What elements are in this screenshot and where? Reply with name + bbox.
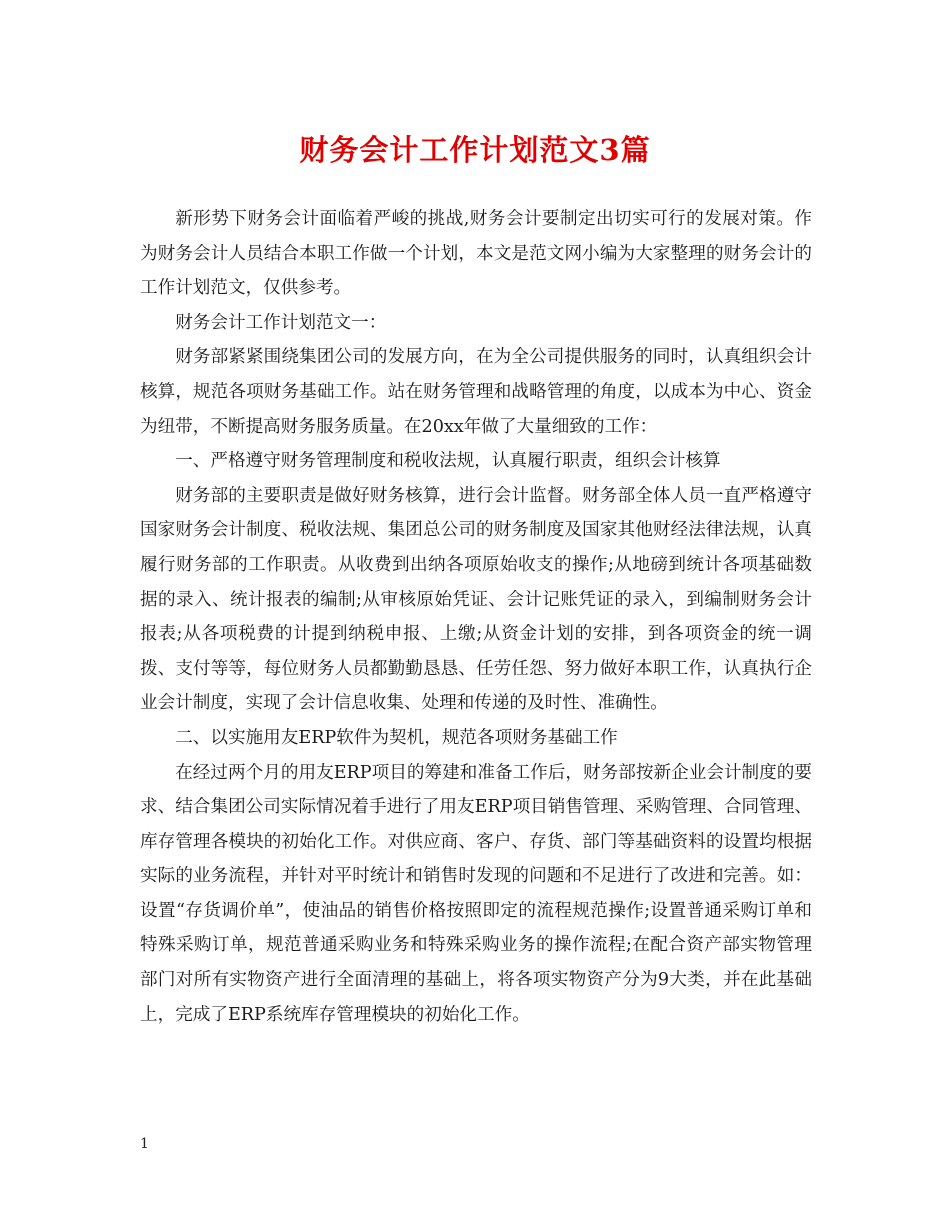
section-heading-2: 二、以实施用友ERP软件为契机，规范各项财务基础工作 (175, 727, 618, 748)
paragraph-intro: 新形势下财务会计面临着严峻的挑战,财务会计要制定出切实可行的发展对策。作为财务会计人员结合本职工作做一个计划，本文是范文网小编为大家整理的财务会计的工作计划范文，仅供参考。 (140, 209, 812, 299)
paragraph-section-1: 财务部的主要职责是做好财务核算，进行会计监督。财务部全体人员一直严格遵守国家财务会计制度、税收法规、集团总公司的财务制度及国家其他财经法律法规，认真履行财务部的工作职责。从收费到出纳各项原始收支的操作;从地磅到统计各项基础数据的录入、统计报表的编制;从审核原始凭证、会计记账凭证的录入，到编制财务会计报表;从各项税费的计提到纳税申报、上缴;从资金计划的安排，到各项资金的统一调拨、支付等等，每位财务人员都勤勤恳恳、任劳任怨、努力做好本职工作，认真执行企业会计制度，实现了会计信息收集、处理和传递的及时性、准确性。 (140, 485, 812, 714)
document-title: 财务会计工作计划范文3篇 (299, 133, 651, 167)
paragraph-section-2: 在经过两个月的用友ERP项目的筹建和准备工作后，财务部按新企业会计制度的要求、结合集团公司实际情况着手进行了用友ERP项目销售管理、采购管理、合同管理、库存管理各模块的初始化工作。对供应商、客户、存货、部门等基础资料的设置均根据实际的业务流程，并针对平时统计和销售时发现的问题和不足进行了改进和完善。如：设置“存货调价单”，使油品的销售价格按照即定的流程规范操作;设置普通采购订单和特殊采购订单，规范普通采购业务和特殊采购业务的操作流程;在配合资产部实物管理部门对所有实物资产进行全面清理的基础上，将各项实物资产分为9大类，并在此基础上，完成了ERP系统库存管理模块的初始化工作。 (140, 762, 812, 1025)
document-body (140, 202, 812, 1032)
page-number: 1 (140, 1136, 149, 1152)
paragraph-sample-heading: 财务会计工作计划范文一： (175, 312, 387, 333)
section-heading-1: 一、严格遵守财务管理制度和税收法规，认真履行职责，组织会计核算 (175, 451, 721, 472)
paragraph-overview: 财务部紧紧围绕集团公司的发展方向，在为全公司提供服务的同时，认真组织会计核算，规范各项财务基础工作。站在财务管理和战略管理的角度，以成本为中心、资金为纽带，不断提高财务服务质量。在20xx年做了大量细致的工作： (140, 347, 812, 437)
